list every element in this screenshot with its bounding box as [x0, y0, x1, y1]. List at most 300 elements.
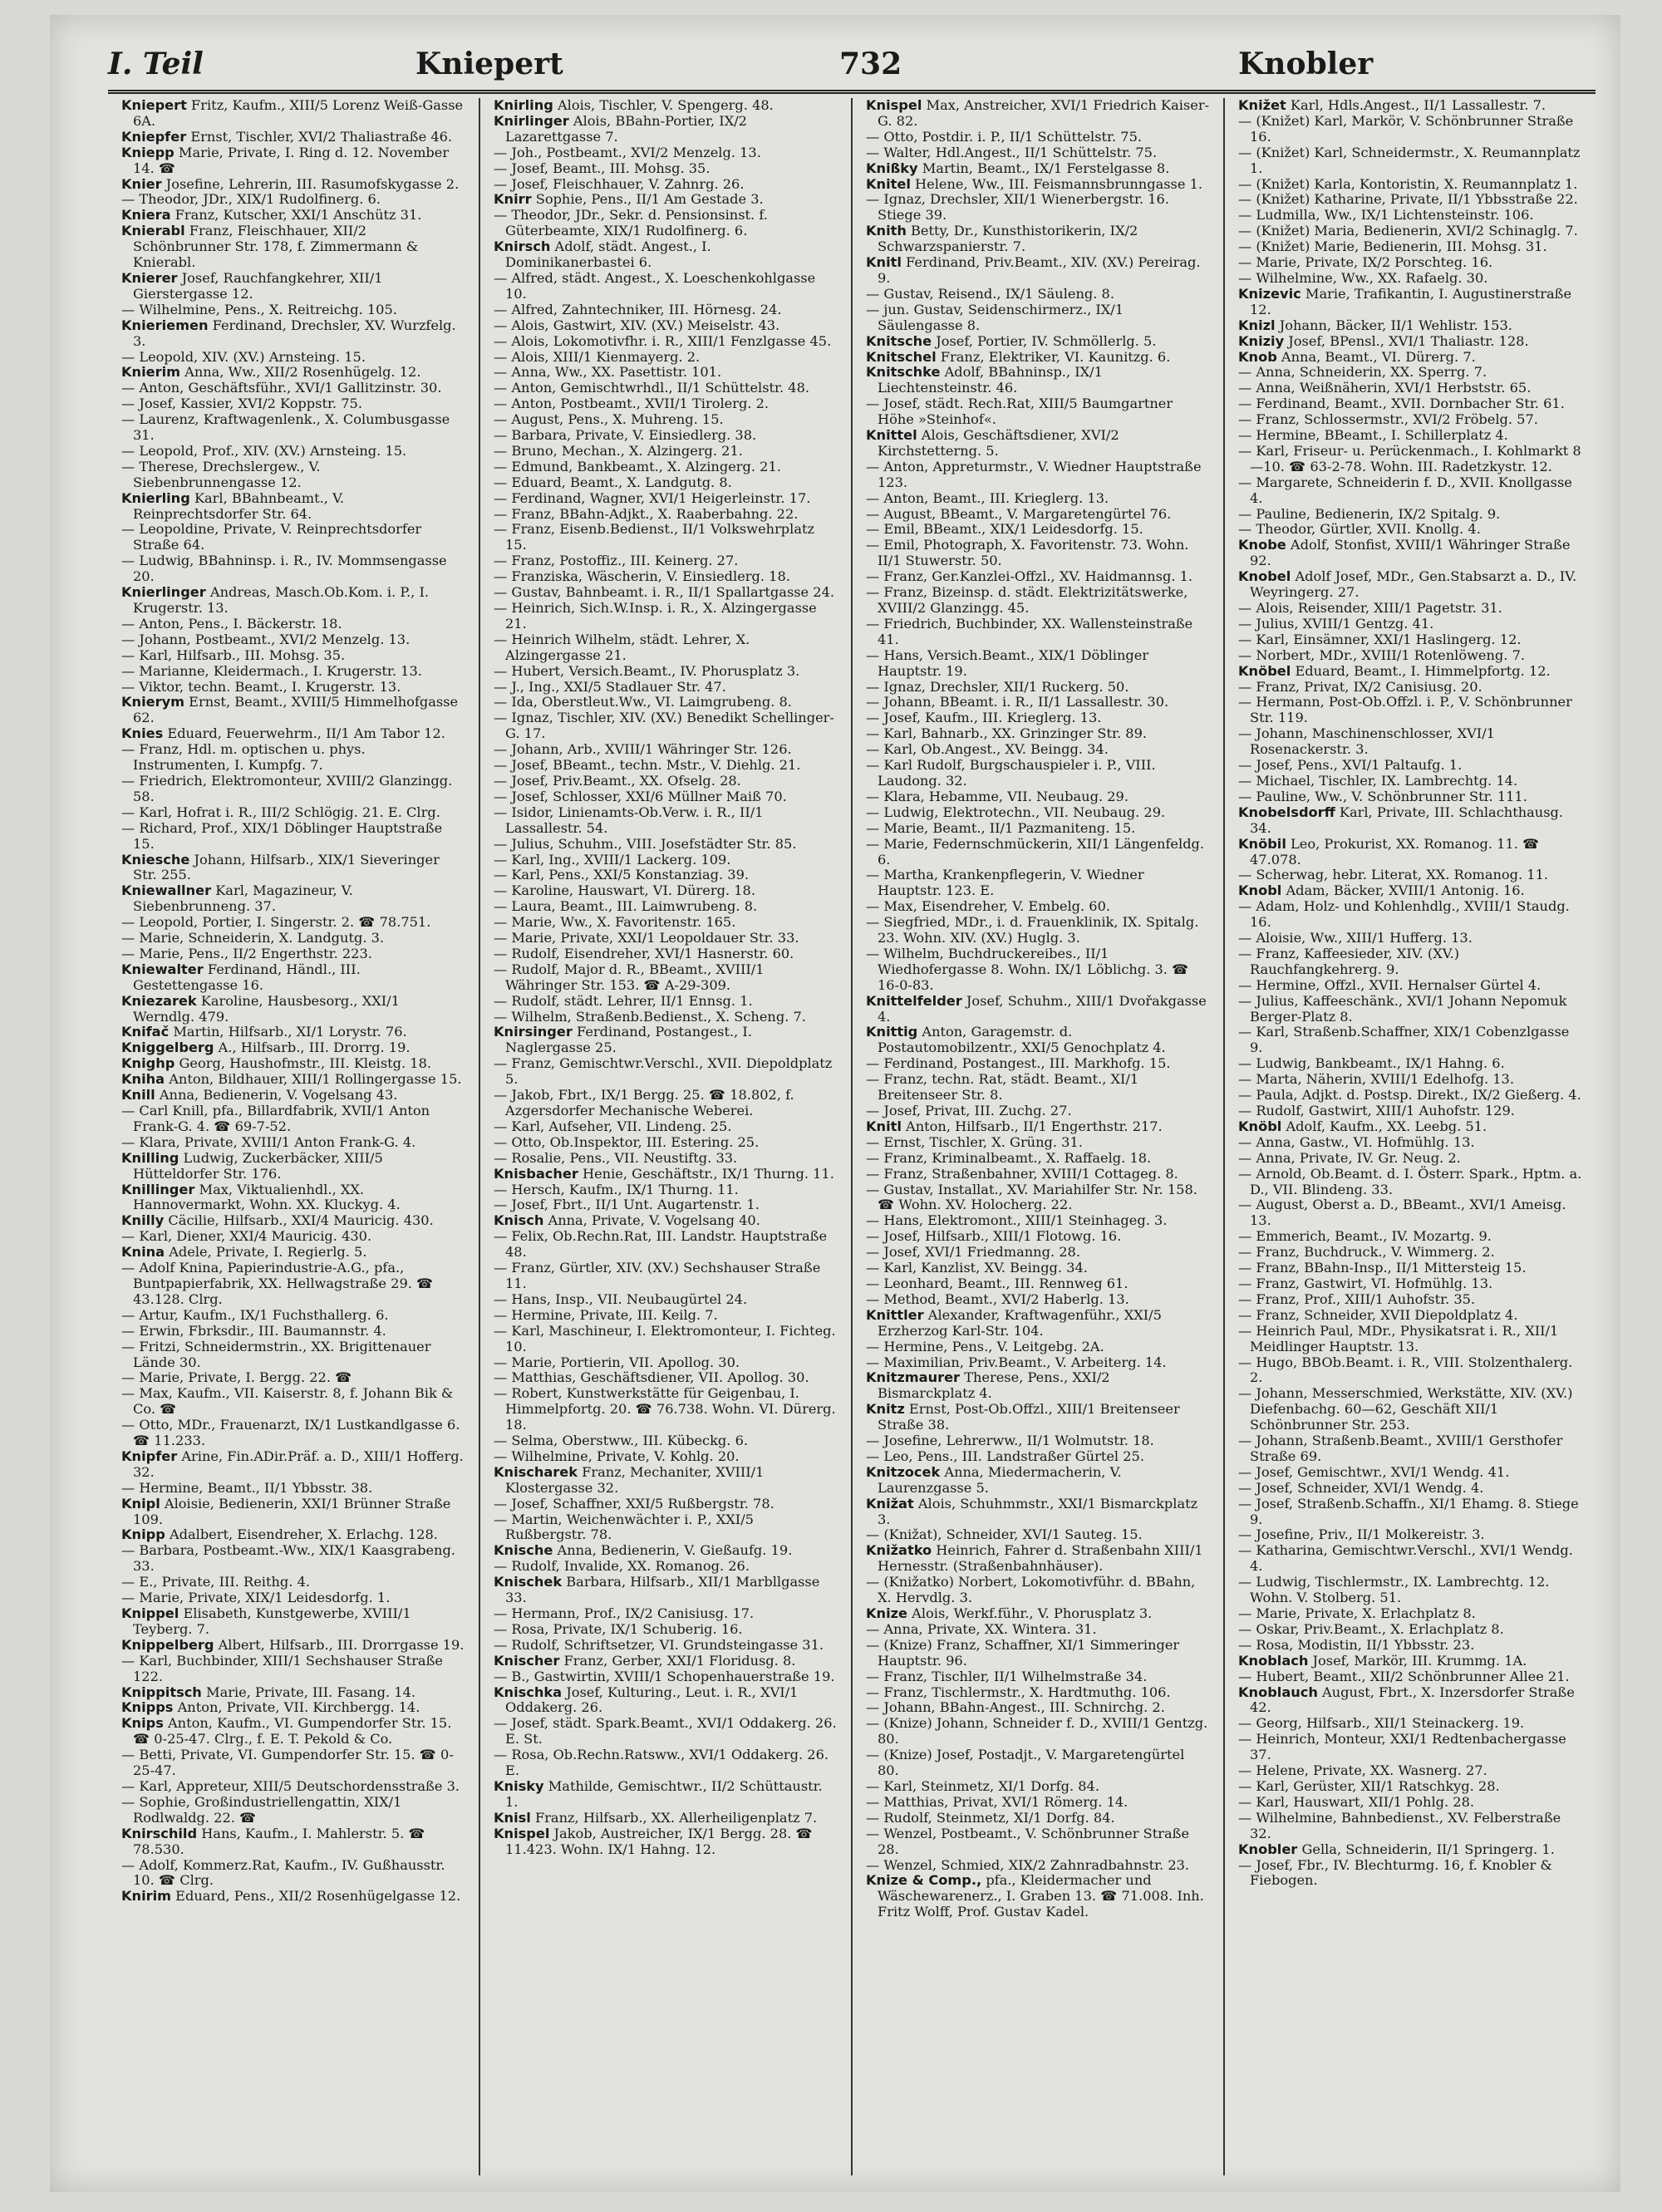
directory-entry — [494, 1654, 838, 1669]
directory-entry — [1238, 680, 1582, 696]
directory-entry — [1238, 1292, 1582, 1308]
directory-entry — [866, 255, 1210, 287]
directory-entry — [866, 899, 1210, 915]
directory-entry — [1238, 538, 1582, 569]
first-entry-word: Kniepert — [416, 47, 563, 81]
directory-entry — [494, 1135, 838, 1151]
entry-details: — Anna, Ww., XX. Pasettistr. 101. — [494, 364, 722, 381]
directory-entry — [1238, 192, 1582, 208]
entry-details: — Margarete, Schneiderin f. D., XVII. Knollgasse 4. — [1238, 474, 1572, 506]
entry-details: — Otto, Postdir. i. P., II/1 Schüttelstr. 75. — [866, 128, 1143, 145]
entry-details: Adolf, Stonfist, XVIII/1 Währinger Straße 92. — [1250, 537, 1571, 569]
directory-entry — [866, 1622, 1210, 1638]
entry-details: Adolf, Kaufm., XX. Leebg. 51. — [1281, 1118, 1487, 1134]
directory-entry — [494, 569, 838, 585]
column-2 — [480, 98, 853, 2175]
entry-details: — Josef, Schneider, XVI/1 Wendg. 4. — [1238, 1479, 1484, 1496]
entry-surname: Knilling — [121, 1149, 179, 1166]
directory-entry — [121, 1386, 465, 1418]
directory-entry — [494, 1747, 838, 1779]
entry-details: Ferdinand, Priv.Beamt., XIV. (XV.) Pereirag. 9. — [878, 254, 1201, 286]
entry-details: — Josef, Fbr., IV. Blechturmg. 16, f. Knobler & Fiebogen. — [1238, 1856, 1552, 1889]
directory-entry — [121, 1056, 465, 1072]
directory-entry — [1238, 1229, 1582, 1245]
entry-details: — Barbara, Private, V. Einsiedlerg. 38. — [494, 427, 757, 444]
directory-entry — [1238, 1104, 1582, 1119]
directory-entry — [121, 444, 465, 460]
entry-surname: Knoblach — [1238, 1652, 1309, 1669]
directory-entry — [121, 1716, 465, 1747]
entry-surname: Knischek — [494, 1574, 563, 1590]
entry-details: — Leopold, Portier, I. Singerstr. 2. ☎ 78.751. — [121, 914, 431, 931]
entry-surname: Knöbel — [1238, 662, 1291, 679]
directory-entry — [494, 1811, 838, 1826]
entry-surname: Knitsche — [866, 332, 932, 349]
directory-entry — [494, 1543, 838, 1559]
entry-details: — Hermine, Offzl., XVII. Hernalser Gürtel 4. — [1238, 976, 1542, 993]
directory-entry — [121, 177, 465, 193]
entry-details: — Matthias, Privat, XVI/1 Römerg. 14. — [866, 1793, 1128, 1810]
directory-entry — [866, 224, 1210, 255]
entry-details: — Marie, Private, X. Erlachplatz 8. — [1238, 1605, 1476, 1621]
directory-entry — [494, 444, 838, 460]
entry-details: Adele, Private, I. Regierlg. 5. — [165, 1244, 367, 1261]
entry-surname: Knier — [121, 175, 162, 192]
entry-details: — Ernst, Tischler, X. Grüng. 31. — [866, 1133, 1083, 1150]
entry-details: — Heinrich Wilhelm, städt. Lehrer, X. Alzingergasse 21. — [494, 631, 750, 663]
entry-details: Marie, Private, I. Ring d. 12. November 14. ☎ — [133, 144, 450, 176]
entry-surname: Knighp — [121, 1055, 175, 1072]
entry-details: — Isidor, Linienamts-Ob.Verw. i. R., II/1 Lassallestr. 54. — [494, 804, 764, 836]
entry-details: Ludwig, Zuckerbäcker, XIII/5 Hütteldorfer Str. 176. — [133, 1149, 383, 1182]
entry-details: — Bruno, Mechan., X. Alzingerg. 21. — [494, 442, 743, 459]
directory-entry — [1238, 1606, 1582, 1622]
entry-details: — Ludwig, BBahninsp. i. R., IV. Mommsengasse 20. — [121, 553, 447, 585]
entry-details: — Karl, Straßenb.Schaffner, XIX/1 Cobenzlgasse 9. — [1238, 1024, 1570, 1056]
entry-details: Karl, Magazineur, V. Siebenbrunneng. 37. — [133, 882, 353, 915]
entry-details: — Johann, Messerschmied, Werkstätte, XIV. (XV.) Diefenbachg. 60—62, Geschäft XII/1 Schönbrunner Str. 253. — [1238, 1385, 1573, 1433]
entry-details: — Josef, BBeamt., techn. Mstr., V. Diehlg. 21. — [494, 757, 801, 774]
entry-details: — Karl Rudolf, Burgschauspieler i. P., VIII. Laudong. 32. — [866, 757, 1156, 789]
entry-surname: Knina — [121, 1244, 165, 1261]
entry-details: pfa., Kleidermacher und Wäschewarenerz., I. Graben 13. ☎ 71.008. Inh. Fritz Wolff, Prof. Gustav Kadel. — [878, 1872, 1204, 1920]
entry-details: — Franz, Gastwirt, VI. Hofmühlg. 13. — [1238, 1275, 1493, 1291]
directory-entry — [866, 1276, 1210, 1292]
entry-details: Ernst, Post-Ob.Offzl., XIII/1 Breitenseer Straße 38. — [878, 1401, 1180, 1433]
directory-entry — [1238, 145, 1582, 177]
entry-details: — Theodor, Gürtler, XVII. Knollg. 4. — [1238, 521, 1481, 538]
entry-surname: Knippel — [121, 1605, 179, 1621]
entry-surname: Kniezarek — [121, 992, 197, 1009]
entry-details: Leo, Prokurist, XX. Romanog. 11. ☎ 47.078. — [1250, 835, 1540, 868]
directory-entry — [494, 1261, 838, 1292]
directory-entry — [866, 789, 1210, 805]
directory-entry — [494, 1465, 838, 1497]
entry-details: — Rudolf, städt. Lehrer, II/1 Ennsg. 1. — [494, 992, 753, 1009]
directory-entry — [866, 1167, 1210, 1182]
directory-entry — [866, 1213, 1210, 1229]
entry-details: — Joh., Postbeamt., XVI/2 Menzelg. 13. — [494, 144, 761, 160]
entry-details: Anton, Private, VII. Kirchbergg. 14. — [173, 1699, 420, 1716]
directory-entry — [866, 522, 1210, 538]
entry-surname: Knirling — [494, 98, 553, 113]
entry-details: — Marie, Schneiderin, X. Landgutg. 3. — [121, 930, 385, 946]
entry-details: — Wilhelm, Buchdruckereibes., II/1 Wiedhofergasse 8. Wohn. IX/1 Löblichg. 3. ☎ 16-0-83. — [866, 945, 1189, 993]
entry-details: — (Knižatko) Norbert, Lokomotivführ. d. BBahn, X. Hervdlg. 3. — [866, 1574, 1196, 1606]
entry-details: — Josef, Kaufm., III. Krieglerg. 13. — [866, 710, 1102, 726]
directory-entry — [1238, 475, 1582, 507]
entry-details: A., Hilfsarb., III. Drorrg. 19. — [214, 1040, 411, 1056]
directory-entry — [494, 1010, 838, 1025]
entry-surname: Knittig — [866, 1024, 918, 1040]
entry-details: Johann, Bäcker, II/1 Wehlistr. 153. — [1275, 317, 1512, 333]
directory-entry — [866, 302, 1210, 334]
entry-details: — Franz, Eisenb.Bedienst., II/1 Volkswehrplatz 15. — [494, 521, 815, 553]
entry-details: — Rosa, Ob.Rechn.Ratsww., XVI/1 Oddakerg. 26. E. — [494, 1747, 829, 1779]
entry-details: Josef, Markör, III. Krummg. 1A. — [1308, 1652, 1527, 1669]
directory-entry — [494, 1167, 838, 1182]
entry-surname: Knöbl — [1238, 1118, 1282, 1134]
directory-entry — [866, 1308, 1210, 1339]
directory-entry — [1238, 946, 1582, 978]
directory-entry — [494, 507, 838, 523]
directory-entry — [121, 412, 465, 444]
directory-entry — [121, 1135, 465, 1151]
directory-entry — [1238, 1167, 1582, 1198]
entry-surname: Knisky — [494, 1777, 544, 1794]
directory-entry — [121, 1575, 465, 1590]
entry-details: — Sophie, Großindustriellengattin, XIX/1 Rodlwaldg. 22. ☎ — [121, 1793, 402, 1826]
entry-details: — (Knize) Franz, Schaffner, XI/1 Simmeringer Hauptstr. 96. — [866, 1636, 1180, 1669]
entry-details: — Rosa, Modistin, II/1 Ybbsstr. 23. — [1238, 1636, 1475, 1653]
entry-surname: Knitl — [866, 1118, 902, 1134]
directory-entry — [121, 491, 465, 523]
directory-entry — [121, 98, 465, 130]
entry-surname: Kniesche — [121, 851, 190, 868]
directory-entry — [494, 837, 838, 853]
entry-details: — Franz, BBahn-Adjkt., X. Raaberbahng. 22. — [494, 505, 799, 522]
entry-details: — Aloisie, Ww., XIII/1 Hufferg. 13. — [1238, 930, 1473, 946]
entry-details: — Karl, Aufseher, VII. Lindeng. 25. — [494, 1118, 732, 1134]
entry-details: Jakob, Austreicher, IX/1 Bergg. 28. ☎ 11.423. Wohn. IX/1 Hahng. 12. — [505, 1825, 813, 1857]
entry-surname: Knifač — [121, 1024, 170, 1040]
directory-entry — [121, 381, 465, 396]
directory-entry — [121, 1858, 465, 1890]
entry-details: — Heinrich, Sich.W.Insp. i. R., X. Alzingergasse 21. — [494, 600, 817, 632]
entry-details: — Fritzi, Schneidermstrin., XX. Brigittenauer Lände 30. — [121, 1338, 431, 1370]
entry-details: — Hermine, Pens., V. Leitgebg. 2A. — [866, 1338, 1104, 1354]
directory-entry — [866, 1811, 1210, 1826]
directory-entry — [1238, 1072, 1582, 1088]
entry-details: — B., Gastwirtin, XVIII/1 Schopenhauerstraße 19. — [494, 1668, 835, 1684]
entry-details: — Leopold, XIV. (XV.) Arnsteing. 15. — [121, 348, 366, 365]
entry-details: — Josef, Kassier, XVI/2 Koppstr. 75. — [121, 396, 362, 412]
directory-entry — [1238, 1119, 1582, 1135]
directory-entry — [1238, 978, 1582, 994]
entry-details: — Friedrich, Buchbinder, XX. Wallensteinstraße 41. — [866, 615, 1193, 647]
entry-details: Therese, Pens., XXI/2 Bismarckplatz 4. — [878, 1369, 1110, 1402]
entry-details: — Adolf Knina, Papierindustrie-A.G., pfa., Buntpapierfabrik, XX. Hellwagstraße 29. ☎ 43.128. Clrg. — [121, 1260, 434, 1307]
entry-details: — Josef, städt. Spark.Beamt., XVI/1 Oddakerg. 26. E. St. — [494, 1715, 837, 1747]
entry-surname: Knill — [121, 1087, 155, 1104]
entry-details: — Karl, Bahnarb., XX. Grinzinger Str. 89. — [866, 725, 1148, 742]
directory-entry — [494, 1622, 838, 1638]
directory-entry — [121, 1261, 465, 1308]
directory-entry — [1238, 931, 1582, 946]
directory-entry — [866, 1527, 1210, 1543]
entry-details: — Franz, Hdl. m. optischen u. phys. Instrumenten, I. Kumpfg. 7. — [121, 741, 366, 774]
entry-details: — Pauline, Bedienerin, IX/2 Spitalg. 9. — [1238, 505, 1501, 522]
entry-details: — Franz, Kaffeesieder, XIV. (XV.) Rauchfangkehrerg. 9. — [1238, 945, 1460, 977]
directory-entry — [1238, 695, 1582, 726]
entry-surname: Knobl — [1238, 882, 1282, 899]
directory-entry — [866, 1339, 1210, 1355]
entry-details: — August, BBeamt., V. Margaretengürtel 76. — [866, 505, 1172, 522]
entry-details: — Karl, Diener, XXI/4 Mauricig. 430. — [121, 1228, 372, 1245]
entry-details: — (Knize) Josef, Postadjt., V. Margaretengürtel 80. — [866, 1747, 1185, 1779]
entry-details: — Franz, Tischlermstr., X. Hardtmuthg. 106. — [866, 1684, 1171, 1700]
directory-entry — [494, 1779, 838, 1811]
entry-details: Adam, Bäcker, XVIII/1 Antonig. 16. — [1281, 882, 1525, 899]
entry-details: — Franz, Postoffiz., III. Keinerg. 27. — [494, 553, 739, 569]
directory-entry — [494, 553, 838, 569]
entry-details: — Johann, BBeamt. i. R., II/1 Lassallestr. 30. — [866, 694, 1169, 710]
directory-entry — [866, 1119, 1210, 1135]
directory-entry — [494, 664, 838, 680]
directory-entry — [866, 805, 1210, 821]
directory-entry — [866, 1135, 1210, 1151]
directory-entry — [121, 318, 465, 350]
entry-surname: Knischarek — [494, 1463, 578, 1480]
entry-details: — Matthias, Geschäftsdiener, VII. Apollog. 30. — [494, 1369, 809, 1386]
entry-details: — Karl, Appreteur, XIII/5 Deutschordensstraße 3. — [121, 1777, 460, 1794]
entry-details: — Therese, Drechslergew., V. Siebenbrunnengasse 12. — [121, 458, 321, 490]
entry-details: Alois, Werkf.führ., V. Phorusplatz 3. — [907, 1605, 1153, 1621]
entry-details: Fritz, Kaufm., XIII/5 Lorenz Weiß-Gasse 6A. — [133, 98, 464, 129]
entry-details: — Jakob, Fbrt., IX/1 Bergg. 25. ☎ 18.802, f. Azgersdorfer Mechanische Weberei. — [494, 1087, 794, 1118]
entry-details: Georg, Haushofmstr., III. Kleistg. 18. — [175, 1055, 432, 1072]
directory-entry — [121, 1040, 465, 1056]
entry-details: — Siegfried, MDr., i. d. Frauenklinik, IX. Spitalg. 23. Wohn. XIV. (XV.) Huglg. 3. — [866, 914, 1199, 946]
directory-entry — [494, 460, 838, 475]
entry-details: Josef, Portier, IV. Schmöllerlg. 5. — [932, 332, 1157, 349]
entry-details: — Ferdinand, Beamt., XVII. Dornbacher Str. 61. — [1238, 396, 1565, 412]
entry-details: — Artur, Kaufm., IX/1 Fuchsthallerg. 6. — [121, 1306, 389, 1323]
entry-surname: Knitschel — [866, 348, 937, 365]
directory-entry — [866, 837, 1210, 868]
directory-entry — [494, 1685, 838, 1717]
directory-entry — [494, 177, 838, 193]
entry-details: — Betti, Private, VI. Gumpendorfer Str. 15. ☎ 0-25-47. — [121, 1747, 454, 1779]
directory-entry — [1238, 1575, 1582, 1606]
entry-details: Adalbert, Eisendreher, X. Erlachg. 128. — [165, 1526, 438, 1543]
directory-entry — [1238, 1386, 1582, 1433]
directory-entry — [121, 1685, 465, 1701]
entry-surname: Knöbil — [1238, 835, 1286, 852]
entry-details: Marie, Private, III. Fasang. 14. — [201, 1684, 416, 1700]
directory-entry — [1238, 1324, 1582, 1355]
entry-details: Adolf, BBahninsp., IX/1 Liechtensteinstr. 46. — [878, 364, 1103, 396]
directory-entry — [866, 742, 1210, 758]
entry-details: — Josefine, Lehrerww., II/1 Wolmutstr. 18. — [866, 1433, 1154, 1449]
directory-entry — [866, 1072, 1210, 1104]
entry-details: — Karl, Ob.Angest., XV. Beingg. 34. — [866, 741, 1109, 758]
entry-details: — Max, Kaufm., VII. Kaiserstr. 8, f. Johann Bik & Co. ☎ — [121, 1385, 454, 1418]
directory-entry — [1238, 522, 1582, 538]
directory-entry — [866, 1606, 1210, 1622]
directory-entry — [494, 1386, 838, 1433]
entry-details: — Anton, Postbeamt., XVII/1 Tirolerg. 2. — [494, 396, 770, 412]
directory-entry — [494, 742, 838, 758]
entry-details: — Rudolf, Gastwirt, XIII/1 Auhofstr. 129. — [1238, 1103, 1515, 1118]
entry-details: Anna, Ww., XII/2 Rosenhügelg. 12. — [180, 364, 421, 381]
entry-details: — Franz, Kriminalbeamt., X. Raffaelg. 18. — [866, 1149, 1152, 1166]
directory-entry — [866, 161, 1210, 177]
entry-details: — Josef, Schaffner, XXI/5 Rußbergstr. 78. — [494, 1495, 774, 1512]
entry-details: — Martin, Weichenwächter i. P., XXI/5 Rußbergstr. 78. — [494, 1511, 754, 1543]
entry-surname: Knisch — [494, 1212, 544, 1229]
directory-entry — [121, 192, 465, 208]
entry-details: — Josef, Priv.Beamt., XX. Ofselg. 28. — [494, 772, 741, 789]
directory-entry — [866, 946, 1210, 994]
directory-entry — [494, 1433, 838, 1449]
directory-entry — [866, 192, 1210, 224]
entry-details: Alexander, Kraftwagenführ., XXI/5 Erzherzog Karl-Str. 104. — [878, 1306, 1162, 1339]
entry-details: Anna, Private, V. Vogelsang 40. — [543, 1212, 760, 1229]
directory-entry — [866, 1575, 1210, 1606]
directory-entry — [121, 1370, 465, 1386]
entry-details: Max, Viktualienhdl., XX. Hannovermarkt, Wohn. XX. Kluckyg. 4. — [133, 1181, 401, 1213]
directory-entry — [866, 1826, 1210, 1858]
entry-details: — Gustav, Reisend., IX/1 Säuleng. 8. — [866, 285, 1114, 302]
entry-details: — Josef, Fleischhauer, V. Zahnrg. 26. — [494, 175, 745, 192]
directory-entry — [121, 522, 465, 553]
entry-details: Franz, Fleischhauer, XII/2 Schönbrunner Str. 178, f. Zimmermann & Knierabl. — [133, 223, 419, 271]
directory-entry — [1238, 271, 1582, 287]
entry-details: — Hermine, Private, III. Keilg. 7. — [494, 1306, 718, 1323]
directory-entry — [121, 1527, 465, 1543]
entry-details: — Eduard, Beamt., X. Landgutg. 8. — [494, 474, 732, 490]
entry-details: — (Knižet) Marie, Bedienerin, III. Mohsg. 31. — [1238, 238, 1547, 255]
entry-surname: Knierling — [121, 489, 190, 506]
entry-details: — Method, Beamt., XVI/2 Haberlg. 13. — [866, 1290, 1129, 1307]
directory-entry — [121, 1497, 465, 1528]
directory-entry — [494, 1292, 838, 1308]
entry-details: Anton, Garagemstr. d. Postautomobilzentr., XXI/5 Genochplatz 4. — [878, 1024, 1166, 1056]
directory-entry — [866, 1245, 1210, 1261]
directory-entry — [494, 805, 838, 837]
entry-details: — Hermine, BBeamt., I. Schillerplatz 4. — [1238, 427, 1508, 444]
entry-details: Franz, Elektriker, VI. Kaunitzg. 6. — [936, 348, 1171, 365]
directory-entry — [1238, 1056, 1582, 1072]
directory-entry — [1238, 1795, 1582, 1811]
directory-entry — [866, 915, 1210, 946]
entry-details: — Franz, Schneider, XVII Diepoldplatz 4. — [1238, 1306, 1518, 1323]
entry-surname: Knispel — [494, 1825, 550, 1841]
entry-surname: Knize — [866, 1605, 908, 1621]
directory-entry — [121, 632, 465, 648]
directory-entry — [1238, 1465, 1582, 1481]
entry-details: — Karoline, Hauswart, VI. Dürerg. 18. — [494, 882, 755, 899]
entry-details: Helene, Ww., III. Feismannsbrunngasse 1. — [910, 175, 1203, 192]
directory-entry — [866, 994, 1210, 1025]
directory-entry — [1238, 1276, 1582, 1292]
entry-details: — Karl, Einsämner, XXI/1 Haslingerg. 12. — [1238, 631, 1522, 647]
entry-surname: Knižat — [866, 1495, 914, 1512]
directory-entry — [494, 1056, 838, 1088]
entry-details: — Hans, Insp., VII. Neubaugürtel 24. — [494, 1290, 748, 1307]
entry-details: — Franz, Gürtler, XIV. (XV.) Sechshauser Straße 11. — [494, 1260, 821, 1291]
entry-details: — Wenzel, Schmied, XIX/2 Zahnradbahnstr. 23. — [866, 1856, 1190, 1873]
entry-details: — Karl, Pens., XXI/5 Konstanziag. 39. — [494, 867, 750, 883]
directory-entry — [494, 1449, 838, 1465]
directory-entry — [121, 1308, 465, 1324]
directory-entry — [121, 224, 465, 271]
directory-entry — [866, 1355, 1210, 1371]
entry-details: — Karl, Buchbinder, XIII/1 Sechshauser Straße 122. — [121, 1652, 443, 1684]
entry-details: — August, Pens., X. Muhreng. 15. — [494, 411, 724, 428]
directory-entry — [1238, 1151, 1582, 1167]
entry-details: Gella, Schneiderin, II/1 Springerg. 1. — [1297, 1841, 1555, 1857]
entry-surname: Knierabl — [121, 223, 185, 239]
entry-details: — Anton, Geschäftsführ., XVI/1 Gallitzinstr. 30. — [121, 380, 442, 396]
entry-details: Anna, Miedermacherin, V. Laurenzgasse 5. — [878, 1463, 1122, 1496]
entry-details: — Wenzel, Postbeamt., V. Schönbrunner Straße 28. — [866, 1825, 1190, 1857]
entry-details: — Marianne, Kleidermach., I. Krugerstr. 13. — [121, 662, 422, 679]
entry-details: — Ignaz, Drechsler, XII/1 Ruckerg. 50. — [866, 678, 1129, 695]
directory-entry — [121, 1590, 465, 1606]
directory-entry — [121, 1213, 465, 1229]
entry-details: Anton, Bildhauer, XIII/1 Rollingergasse 15. — [165, 1071, 462, 1088]
directory-entry — [1238, 224, 1582, 239]
directory-entry — [866, 648, 1210, 680]
entry-details: — Franz, Straßenbahner, XVIII/1 Cottageg. 8. — [866, 1165, 1178, 1182]
entry-details: — Walter, Hdl.Angest., II/1 Schüttelstr. 75. — [866, 144, 1158, 160]
directory-entry — [494, 1151, 838, 1167]
directory-entry — [1238, 428, 1582, 444]
entry-details: — Anton, Beamt., III. Krieglerg. 13. — [866, 489, 1109, 506]
directory-entry — [494, 365, 838, 381]
directory-entry — [494, 1119, 838, 1135]
directory-entry — [121, 1339, 465, 1371]
directory-entry — [866, 428, 1210, 460]
entry-details: — Josef, städt. Rech.Rat, XIII/5 Baumgartner Höhe »Steinhof«. — [866, 396, 1173, 428]
directory-entry — [1238, 1088, 1582, 1104]
entry-surname: Knierim — [121, 364, 180, 381]
entry-details: — Ferdinand, Wagner, XVI/1 Heigerleinstr. 17. — [494, 489, 811, 506]
directory-entry — [866, 1229, 1210, 1245]
directory-entry — [866, 1543, 1210, 1575]
directory-entry — [1238, 632, 1582, 648]
directory-entry — [494, 1213, 838, 1229]
entry-details: — Julius, Schuhm., VIII. Josefstädter Str. 85. — [494, 835, 797, 852]
directory-entry — [494, 145, 838, 161]
directory-entry — [121, 774, 465, 805]
part-label: I. Teil — [108, 47, 204, 81]
entry-details: — Franziska, Wäscherin, V. Einsiedlerg. 18. — [494, 568, 790, 585]
directory-entry — [121, 302, 465, 318]
entry-surname: Knittel — [866, 427, 917, 444]
directory-entry — [1238, 287, 1582, 318]
directory-entry — [121, 805, 465, 821]
entry-details: — Ludwig, Tischlermstr., IX. Lambrechtg. 12. Wohn. V. Stolberg. 51. — [1238, 1574, 1550, 1606]
entry-surname: Kniewalter — [121, 961, 204, 977]
directory-entry — [1238, 412, 1582, 428]
directory-entry — [1238, 1025, 1582, 1056]
entry-details: — Karl, Hauswart, XII/1 Pohlg. 28. — [1238, 1793, 1475, 1810]
directory-entry — [866, 1747, 1210, 1779]
entry-details: — Josef, Beamt., III. Mohsg. 35. — [494, 160, 711, 176]
